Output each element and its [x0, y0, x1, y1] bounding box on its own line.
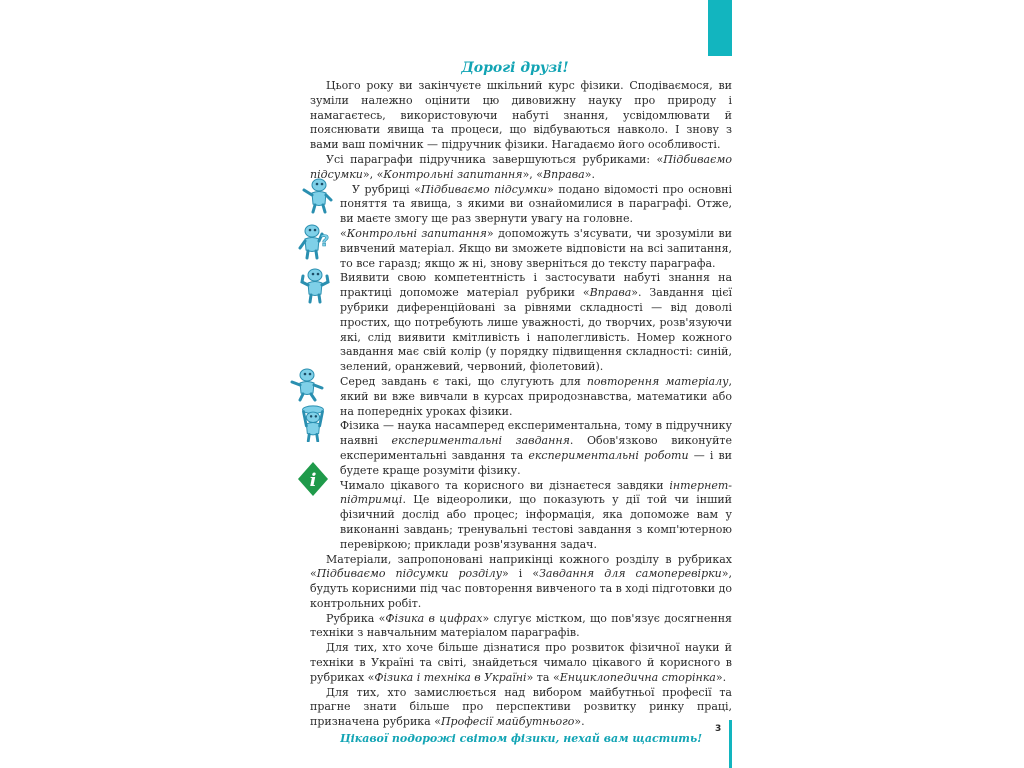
preface-text	[310, 79, 732, 747]
svg-text:i: i	[309, 470, 317, 491]
paragraph: Для тих, хто хоче більше дізнатися про розвиток фізичної науки й техніки в Україні та світі, знайдеться чимало цікавого й корисного в рубриках «Фізика і техніка в Україні» та «Енциклопедична сторінка».	[310, 641, 732, 684]
paragraph-repeat: Серед завдань є такі, що слугують для повторення матеріалу, який ви вже вивчали в курсах природознавства, математики або на попередніх уроках фізики.	[340, 374, 732, 418]
paragraph: Усі параграфи підручника завершуються рубриками: «Підбиваємо підсумки», «Контрольні запитання», «Вправа».	[310, 152, 732, 181]
page-title: Дорогі друзі!	[461, 60, 569, 76]
paragraph-internet-support: Чимало цікавого та корисного ви дізнаєтеся завдяки інтернет-підтримці. Це відеоролики, що показують у дії той чи інший фізичний дослід або процес; інформація, яка допоможе вам у виконанні завдань; тренувальні тестові завдання з комп'ютерною перевіркою; приклади розв'язування задач.	[340, 478, 732, 551]
paragraph-summary: У рубриці «Підбиваємо підсумки» подано відомості про основні поняття та явища, з якими ви ознайомилися в параграфі. Отже, ви маєте змогу ще раз звернути увагу на головне.	[340, 182, 732, 226]
paragraph-experiment: Фізика — наука насамперед експериментальна, тому в підручнику наявні експериментальні завдання. Обов'язково виконуйте експериментальні завдання та експериментальні роботи — і ви будете краще розуміти фізику.	[340, 419, 732, 477]
paragraph-questions: «Контрольні запитання» допоможуть з'ясувати, чи зрозуміли ви вивчений матеріал. Якщо ви зможете відповісти на всі запитання, то все гаразд; якщо ж ні, знову зверніться до тексту параграфа.	[340, 226, 732, 270]
paragraph: Матеріали, запропоновані наприкінці кожного розділу в рубриках «Підбиваємо підсумки розділу» і «Завдання для самоперевірки», будуть корисними під час повторення вивченого та в ході підготовки до контрольних робіт.	[310, 552, 732, 610]
top-accent-tab	[708, 0, 732, 56]
closing-wish: Цікавої подорожі світом фізики, нехай вам щастить!	[339, 732, 703, 746]
svg-text:?: ?	[320, 231, 330, 250]
paragraph: Для тих, хто замислюється над вибором майбутньої професії та прагне знати більше про перспективи розвитку ринку праці, призначена рубрика «Професії майбутнього».	[310, 685, 732, 729]
paragraph-exercise: Виявити свою компетентність і застосувати набуті знання на практиці допоможе матеріал рубрики «Вправа». Завдання цієї рубрики диференційовані за рівнями складності — від доволі простих, що потребують лише уважності, до творчих, розв'язуючи які, слід виявити кмітливість і наполегливість. Номер кожного завдання має свій колір (у порядку підвищення складності: синій, зелений, оранжевий, червоний, фіолетовий).	[340, 271, 732, 374]
page-edge-line	[729, 720, 732, 768]
page-number: 3	[715, 724, 722, 734]
paragraph: Цього року ви закінчуєте шкільний курс фізики. Сподіваємося, ви зуміли належно оцінити цю дивовижну науку про природу і намагаєтесь, використовуючи набуті знання, усвідомлювати й пояснювати явища та процеси, що відбуваються навколо. І знову з вами ваш помічник — підручник фізики. Нагадаємо його особливості.	[310, 79, 732, 152]
paragraph: Рубрика «Фізика в цифрах» слугує містком, що пов'язує досягнення техніки з навчальним матеріалом параграфів.	[310, 611, 732, 640]
